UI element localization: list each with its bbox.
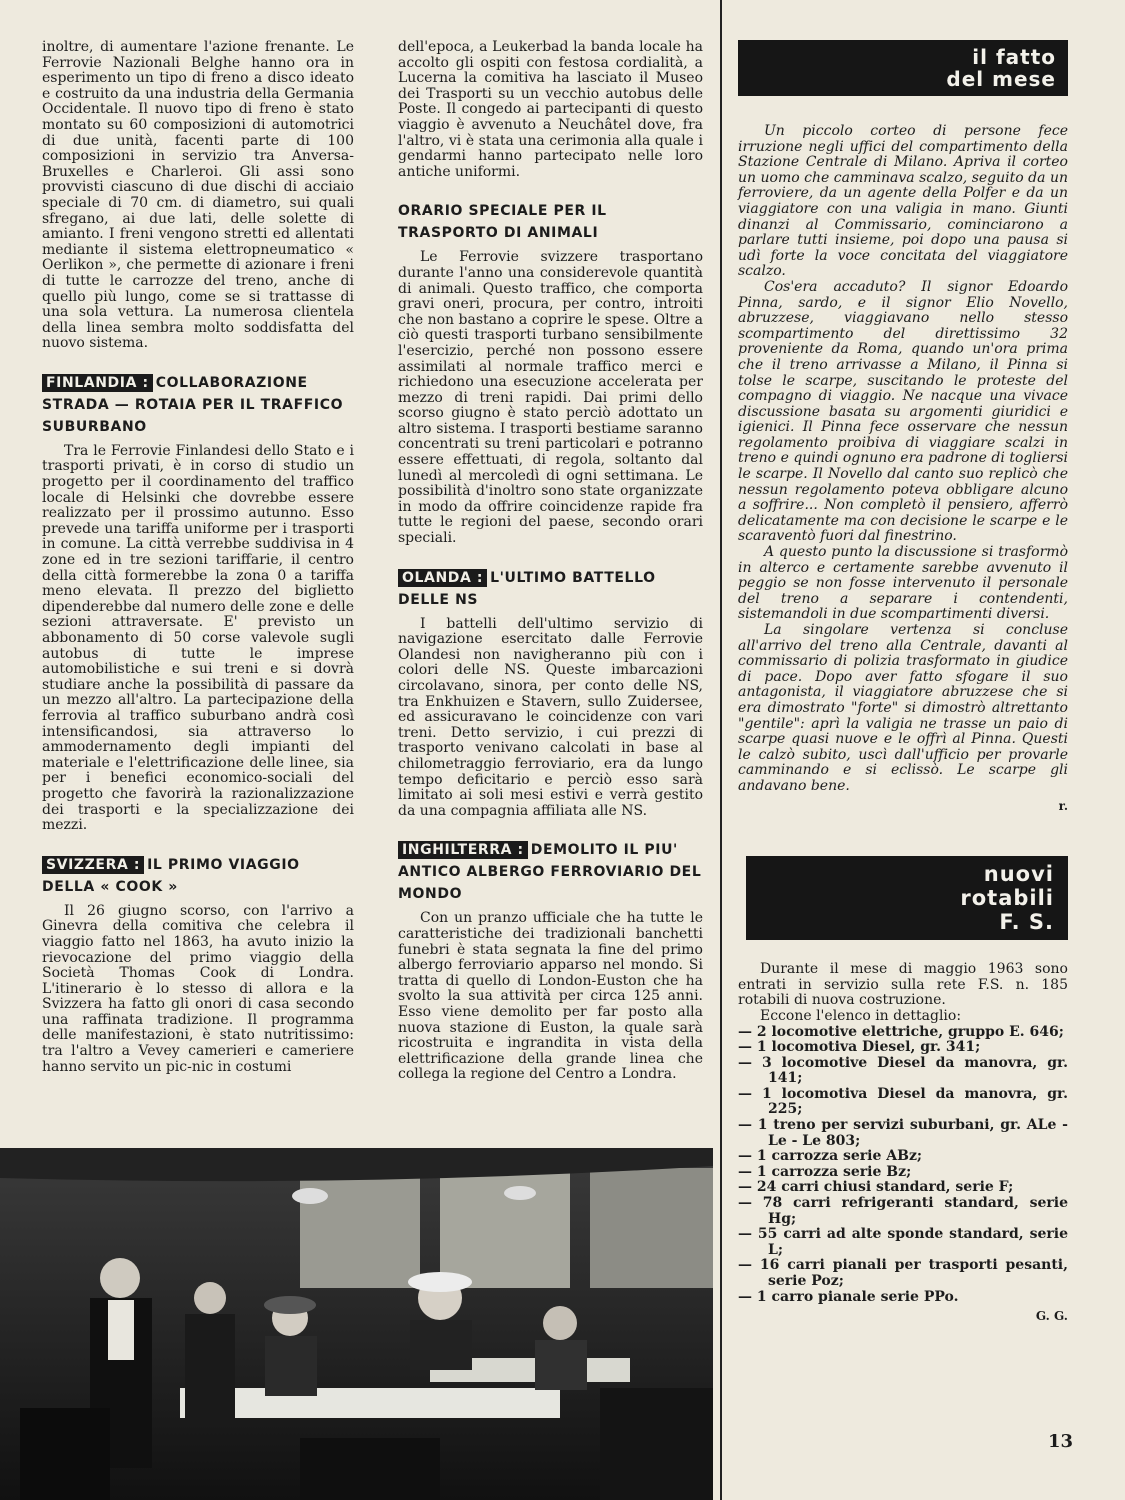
list-item: — 1 locomotiva Diesel da manovra, gr. 225;: [738, 1085, 1068, 1118]
intro-paragraph: inoltre, di aumentare l'azione frenante. Le Ferrovie Nazionali Belghe hanno ora in esperimento un tipo di freno a disco ideato e costruito da una industria della Germania Occidentale. Il nuovo tipo di freno è stato montato su 60 composizioni di automotrici di due unità, facenti parte di 100 composizioni in servizio tra Anversa-Bruxelles e Charleroi. Gli assi sono provvisti ciascuno di due dischi di acciaio speciale di 70 cm. di diametro, sui quali sfregano, ai due lati, delle solette di amianto. I freni vengono stretti ed allentati mediante il sistema elettropneumatico « Oerlikon », che permette di azionare i freni di tutte le carrozze del treno, anche di quello più lungo, come se si trattasse di una sola vettura. La numerosa clientela della linea sembra molto soddisfatta del nuovo sistema.: [42, 39, 354, 352]
list-item: — 2 locomotive elettriche, gruppo E. 646;: [738, 1023, 1064, 1040]
svizzera-continued: dell'epoca, a Leukerbad la banda locale ha accolto gli ospiti con festosa cordialità, a Lucerna la comitiva ha lasciato il Museo dei Trasporti su un vecchio autobus delle Poste. Il congedo ai partecipanti di questo viaggio è avvenuto a Neuchâtel dove, fra l'altro, vi è stata una cerimonia alla quale i gendarmi hanno partecipato nelle loro antiche uniformi.: [398, 39, 703, 180]
rotabili-title-line2: rotabili: [960, 886, 1054, 911]
fatto-title-line2: del mese: [946, 67, 1056, 91]
dining-car-photo: [0, 1148, 713, 1500]
list-item: — 3 locomotive Diesel da manovra, gr. 141;: [738, 1054, 1068, 1087]
olanda-heading: [398, 567, 703, 611]
finlandia-title: COLLABORAZIONE STRADA — ROTAIA PER IL TRAFFICO SUBURBANO: [42, 374, 344, 435]
dining-car-photo-illustration: [0, 1148, 713, 1500]
svizzera-text: Il 26 giugno scorso, con l'arrivo a Ginevra della comitiva che celebra il viaggio fatto nel 1863, ha avuto inizio la rievocazione del primo viaggio della Società Thomas Cook di Londra. L'itinerario è lo stesso di allora e la Svizzera ha fatto gli onori di casa secondo una raffinata tradizione. Il programma delle manifestazioni, è stato nutritissimo: tra l'altro a Vevey camerieri e cameriere hanno servito un pic-nic in costumi: [42, 902, 354, 1075]
rotabili-title-line3: F. S.: [999, 910, 1054, 935]
olanda-title: L'ULTIMO BATTELLO DELLE NS: [398, 569, 656, 608]
column-left: [42, 40, 354, 1075]
svizzera-heading: [42, 854, 354, 898]
fatto-paragraph-3: A questo punto la discussione si trasformò in alterco e certamente sarebbe avvenuto il peggio se non fosse intervenuto il personale del treno a separare i contendenti, sistemandoli in due scompartimenti diversi.: [738, 544, 1068, 623]
rotabili-title-box: [746, 856, 1068, 940]
list-item: — 1 carrozza serie ABz;: [738, 1148, 923, 1165]
fatto-paragraph-1: Un piccolo corteo di persone fece irruzione negli uffici del compartimento della Stazione Centrale di Milano. Apriva il corteo un uomo che camminava scalzo, seguito da un ferroviere, da un agente della Polfer e da un viaggiatore con una valigia in mano. Giunti dinanzi al Commissario, cominciarono a parlare tutti insieme, poi dopo una pausa si udì forte la voce concitata del viaggiatore scalzo.: [738, 123, 1068, 280]
inghilterra-tag: INGHILTERRA :: [398, 841, 528, 859]
list-item: — 1 locomotiva Diesel, gr. 341;: [738, 1039, 981, 1056]
list-item: — 1 carro pianale serie PPo.: [738, 1288, 959, 1305]
svizzera-title: IL PRIMO VIAGGIO DELLA « COOK »: [42, 856, 300, 895]
list-item: — 24 carri chiusi standard, serie F;: [738, 1179, 1014, 1196]
inghilterra-title: DEMOLITO IL PIU' ANTICO ALBERGO FERROVIARIO DEL MONDO: [398, 842, 702, 903]
finlandia-tag: FINLANDIA :: [42, 374, 153, 392]
finlandia-heading: [42, 372, 354, 438]
fatto-story: [738, 124, 1068, 795]
list-item: — 55 carri ad alte sponde standard, serie L;: [738, 1226, 1068, 1258]
column-middle: [398, 40, 703, 1083]
page-number: 13: [1047, 1431, 1073, 1452]
list-item: — 78 carri refrigeranti standard, serie Hg;: [738, 1195, 1068, 1227]
column-divider: [720, 0, 722, 1500]
svizzera-tag: SVIZZERA :: [42, 856, 144, 874]
finlandia-text: Tra le Ferrovie Finlandesi dello Stato e i trasporti privati, è in corso di studio un progetto per il coordinamento del traffico locale di Helsinki che dovrebbe essere realizzato per il prossimo autunno. Esso prevede una tariffa uniforme per i trasporti in comune. La città verrebbe suddivisa in 4 zone ed in tre sezioni tariffarie, il centro della città formerebbe la zona 0 a tariffa meno elevata. Il prezzo del biglietto dipenderebbe dal numero delle zone e delle sezioni attraversate. E' previsto un abbonamento di 50 corse valevole sugli autobus di tutte le imprese automobilistiche e sui treni e si dovrà studiare anche la possibilità di passare da un mezzo all'altro. La partecipazione della ferrovia al traffico suburbano andrà così intensificandosi, sia attraverso lo ammodernamento degli impianti del materiale e l'elettrificazione delle linee, sia per i benefici economico-sociali del progetto che favorirà la razionalizzazione dei trasporti e la specializzazione dei mezzi.: [42, 442, 354, 834]
rotabili-signature: G. G.: [1035, 1309, 1068, 1324]
list-item: — 1 treno per servizi suburbani, gr. ALe - Le - Le 803;: [738, 1117, 1068, 1149]
fatto-title-box: [738, 40, 1068, 96]
fatto-signature: r.: [1058, 798, 1068, 813]
list-item: — 1 carrozza serie Bz;: [738, 1163, 912, 1180]
orario-heading: ORARIO SPECIALE PER IL TRASPORTO DI ANIMALI: [398, 203, 607, 242]
inghilterra-text: Con un pranzo ufficiale che ha tutte le caratteristiche dei tradizionali banchetti funebri è stata segnata la fine del primo albergo ferroviario apparso nel mondo. Si tratta di quello di London-Euston che ha svolto la sua attività per circa 125 anni. Esso viene demolito per far posto alla nuova stazione di Euston, la quale sarà ricostruita e ingrandita in vista della elettrificazione della grande linea che collega la regione del Centro a Londra.: [398, 910, 703, 1083]
olanda-tag: OLANDA :: [398, 569, 487, 587]
list-item: — 16 carri pianali per trasporti pesanti, serie Poz;: [738, 1257, 1068, 1289]
rotabili-intro: Durante il mese di maggio 1963 sono entrati in servizio sulla rete F.S. n. 185 rotabili di nuova costruzione.: [738, 961, 1068, 1009]
orario-text: Le Ferrovie svizzere trasportano durante l'anno una considerevole quantità di animali. Questo traffico, che comporta gravi oneri, procura, per contro, introiti che non bastano a coprire le spese. Oltre a ciò questi trasporti turbano sensibilmente l'esercizio, perché non possono essere assimilati al normale traffico merci e richiedono una esecuzione accelerata per mezzo di treni rapidi. Dai primi dello scorso giugno è stato perciò adottato un altro sistema. I trasporti bestiame saranno concentrati su treni particolari e potranno essere effettuati, di regola, soltanto dal lunedì al mercoledì di ogni settimana. Le possibilità d'inoltro sono state organizzate in modo da offrire coincidenze rapide fra tutte le regioni del paese, secondo orari speciali.: [398, 249, 703, 547]
fatto-paragraph-4: La singolare vertenza si concluse all'arrivo del treno alla Centrale, davanti al commissario di polizia trasformato in giudice di pace. Dopo aver fatto sfogare il suo antagonista, il viaggiatore abruzzese che si era dimostrato "forte" si dimostrò altrettanto "gentile": aprì la valigia ne trasse un paio di scarpe quasi nuove e le offrì al Pinna. Questi le calzò subito, uscì dall'ufficio per provarle camminando e si eclissò. Le scarpe gli andavano bene.: [738, 622, 1068, 794]
inghilterra-heading: [398, 839, 703, 905]
rotabili-intro2: Eccone l'elenco in dettaglio:: [760, 1007, 962, 1024]
rotabili-title-line1: nuovi: [983, 862, 1054, 887]
rotabili-list: [738, 1025, 1068, 1306]
fatto-paragraph-2: Cos'era accaduto? Il signor Edoardo Pinna, sardo, e il signor Elio Novello, abruzzese, viaggiavano nello stesso scompartimento del direttissimo 32 proveniente da Roma, quando un'ora prima che il treno arrivasse a Milano, il Pinna si tolse le scarpe, suscitando le proteste del compagno di viaggio. Ne nacque una vivace discussione basata su argomenti giuridici e igienici. Il Pinna fece osservare che nessun regolamento proibiva di viaggiare scalzi in treno e quindi ognuno era padrone di togliersi le scarpe. Il Novello dal canto suo replicò che nessun regolamento poteva obbligare alcuno a soffrire... Non completò il pensiero, afferrò delicatamente ma con decisione le scarpe e le scaraventò fuori dal finestrino.: [738, 278, 1068, 545]
column-right: [738, 40, 1068, 1325]
olanda-text: I battelli dell'ultimo servizio di navigazione esercitato dalle Ferrovie Olandesi non navigheranno più con i colori delle NS. Queste imbarcazioni circolavano, sinora, per conto delle NS, tra Enkhuizen e Stavern, sullo Zuidersee, ed assicuravano le coincidenze con vari treni. Detto servizio, i cui prezzi di trasporto venivano calcolati in base al chilometraggio ferroviario, era da lungo tempo deficitario e perciò esso sarà limitato ai soli mesi estivi e verrà gestito da una compagnia affiliata alle NS.: [398, 615, 703, 819]
fatto-title-line1: il fatto: [972, 45, 1056, 69]
rotabili-section: [738, 962, 1068, 1325]
